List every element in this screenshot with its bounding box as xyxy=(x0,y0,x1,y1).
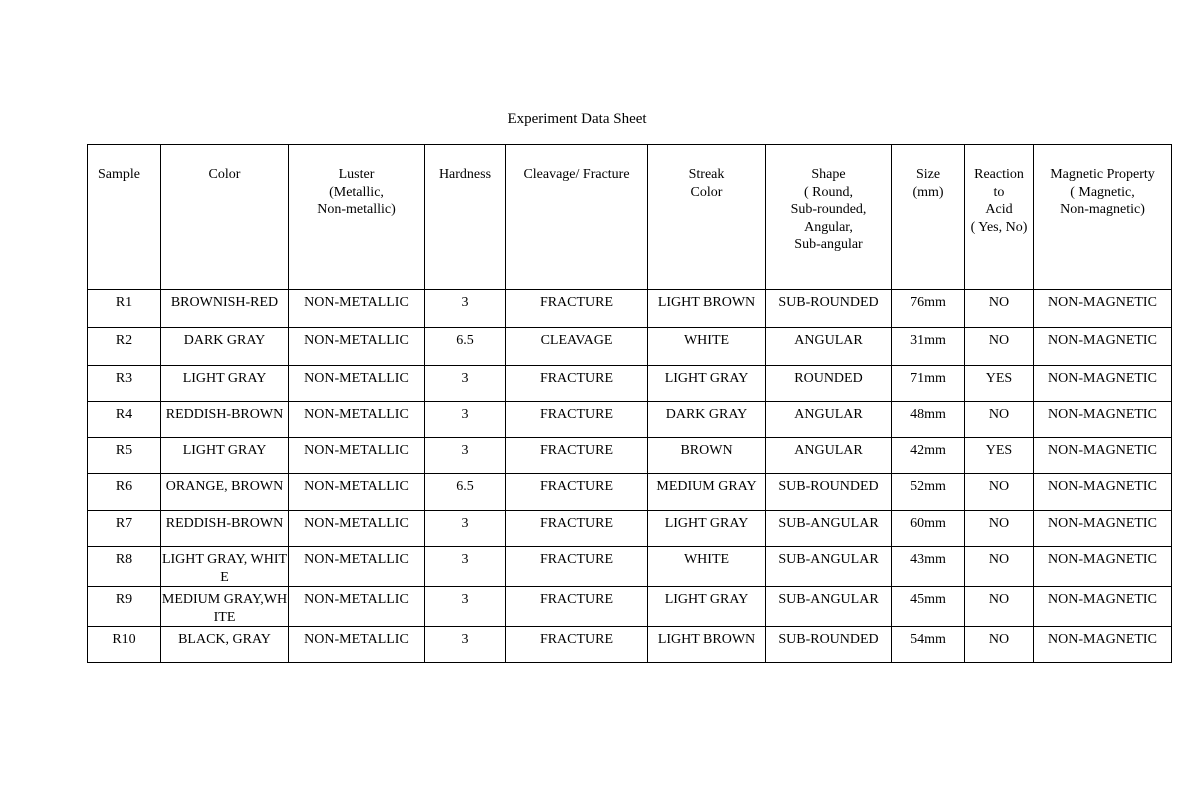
cell-luster: NON-METALLIC xyxy=(289,366,425,402)
column-header-line: Reaction xyxy=(974,167,1024,182)
cell-size: 43mm xyxy=(892,547,965,587)
column-header-line: Size xyxy=(915,167,941,182)
table-row xyxy=(88,587,1172,627)
table-row xyxy=(88,366,1172,402)
cell-sample: R10 xyxy=(88,627,161,663)
cell-reaction: YES xyxy=(965,366,1034,402)
cell-shape: ANGULAR xyxy=(766,328,892,366)
header-row xyxy=(88,145,1172,290)
cell-luster: NON-METALLIC xyxy=(289,290,425,328)
column-header-reaction xyxy=(965,145,1034,290)
table-row xyxy=(88,438,1172,474)
cell-shape: SUB-ROUNDED xyxy=(766,290,892,328)
cell-cleavage: CLEAVAGE xyxy=(506,328,648,366)
column-header-size xyxy=(892,145,965,290)
cell-streak: LIGHT GRAY xyxy=(648,511,766,547)
column-header-line: Streak xyxy=(688,167,725,182)
cell-hardness: 3 xyxy=(425,290,506,328)
cell-magnetic: NON-MAGNETIC xyxy=(1034,438,1172,474)
column-header-luster xyxy=(289,145,425,290)
column-header-line: ( Magnetic, xyxy=(1070,184,1135,200)
cell-streak: LIGHT GRAY xyxy=(648,587,766,627)
column-header-magnetic xyxy=(1034,145,1172,290)
table-row xyxy=(88,547,1172,587)
cell-shape: SUB-ANGULAR xyxy=(766,587,892,627)
cell-cleavage: FRACTURE xyxy=(506,402,648,438)
column-header-line: Acid xyxy=(985,202,1013,217)
cell-size: 52mm xyxy=(892,474,965,511)
cell-sample: R7 xyxy=(88,511,161,547)
cell-magnetic: NON-MAGNETIC xyxy=(1034,627,1172,663)
table-row xyxy=(88,627,1172,663)
column-header-streak xyxy=(648,145,766,290)
column-header-line: Sample xyxy=(98,167,140,182)
column-header-line: (mm) xyxy=(912,184,944,200)
data-table xyxy=(87,144,1172,663)
cell-shape: SUB-ROUNDED xyxy=(766,474,892,511)
cell-streak: DARK GRAY xyxy=(648,402,766,438)
cell-color: REDDISH-BROWN xyxy=(161,402,289,438)
cell-size: 45mm xyxy=(892,587,965,627)
cell-hardness: 6.5 xyxy=(425,474,506,511)
cell-shape: SUB-ANGULAR xyxy=(766,511,892,547)
cell-magnetic: NON-MAGNETIC xyxy=(1034,366,1172,402)
column-header-line: ( Yes, No) xyxy=(970,219,1028,235)
cell-size: 76mm xyxy=(892,290,965,328)
cell-magnetic: NON-MAGNETIC xyxy=(1034,328,1172,366)
column-header-line: Angular, xyxy=(804,219,853,235)
column-header-hardness xyxy=(425,145,506,290)
cell-hardness: 6.5 xyxy=(425,328,506,366)
cell-cleavage: FRACTURE xyxy=(506,511,648,547)
cell-reaction: NO xyxy=(965,511,1034,547)
cell-streak: LIGHT GRAY xyxy=(648,366,766,402)
cell-magnetic: NON-MAGNETIC xyxy=(1034,511,1172,547)
column-header-line: to xyxy=(993,184,1005,200)
cell-sample: R5 xyxy=(88,438,161,474)
cell-size: 54mm xyxy=(892,627,965,663)
cell-sample: R9 xyxy=(88,587,161,627)
cell-streak: WHITE xyxy=(648,547,766,587)
cell-reaction: NO xyxy=(965,328,1034,366)
cell-sample: R8 xyxy=(88,547,161,587)
cell-luster: NON-METALLIC xyxy=(289,438,425,474)
column-header-line: Sub-angular xyxy=(794,237,863,252)
cell-cleavage: FRACTURE xyxy=(506,438,648,474)
cell-reaction: NO xyxy=(965,547,1034,587)
cell-color: ORANGE, BROWN xyxy=(161,474,289,511)
cell-luster: NON-METALLIC xyxy=(289,402,425,438)
cell-sample: R4 xyxy=(88,402,161,438)
cell-magnetic: NON-MAGNETIC xyxy=(1034,290,1172,328)
cell-magnetic: NON-MAGNETIC xyxy=(1034,547,1172,587)
table-row xyxy=(88,328,1172,366)
table-body xyxy=(88,290,1172,663)
column-header-line: Magnetic Property xyxy=(1050,167,1155,182)
cell-reaction: NO xyxy=(965,474,1034,511)
cell-cleavage: FRACTURE xyxy=(506,547,648,587)
table-row xyxy=(88,511,1172,547)
cell-hardness: 3 xyxy=(425,547,506,587)
cell-hardness: 3 xyxy=(425,438,506,474)
column-header-line: Cleavage/ Fracture xyxy=(523,167,630,182)
cell-cleavage: FRACTURE xyxy=(506,474,648,511)
cell-luster: NON-METALLIC xyxy=(289,328,425,366)
cell-size: 31mm xyxy=(892,328,965,366)
cell-color: DARK GRAY xyxy=(161,328,289,366)
column-header-line: ( Round, xyxy=(804,184,853,200)
cell-color: REDDISH-BROWN xyxy=(161,511,289,547)
cell-color: LIGHT GRAY xyxy=(161,438,289,474)
cell-size: 71mm xyxy=(892,366,965,402)
cell-color: BROWNISH-RED xyxy=(161,290,289,328)
column-header-sample xyxy=(88,145,161,290)
table-row xyxy=(88,474,1172,511)
table-row xyxy=(88,402,1172,438)
cell-sample: R6 xyxy=(88,474,161,511)
column-header-line: Non-metallic) xyxy=(317,202,396,217)
cell-shape: ANGULAR xyxy=(766,402,892,438)
cell-size: 48mm xyxy=(892,402,965,438)
cell-streak: LIGHT BROWN xyxy=(648,627,766,663)
cell-color: LIGHT GRAY xyxy=(161,366,289,402)
column-header-line: Hardness xyxy=(438,167,492,182)
column-header-line: Non-magnetic) xyxy=(1060,202,1145,217)
cell-shape: SUB-ROUNDED xyxy=(766,627,892,663)
cell-magnetic: NON-MAGNETIC xyxy=(1034,402,1172,438)
column-header-cleavage xyxy=(506,145,648,290)
cell-streak: LIGHT BROWN xyxy=(648,290,766,328)
cell-sample: R2 xyxy=(88,328,161,366)
cell-sample: R1 xyxy=(88,290,161,328)
cell-luster: NON-METALLIC xyxy=(289,627,425,663)
cell-sample: R3 xyxy=(88,366,161,402)
cell-cleavage: FRACTURE xyxy=(506,290,648,328)
cell-shape: ROUNDED xyxy=(766,366,892,402)
cell-shape: SUB-ANGULAR xyxy=(766,547,892,587)
column-header-line: Color xyxy=(690,184,723,200)
column-header-line: Color xyxy=(208,167,241,182)
column-header-line: Sub-rounded, xyxy=(790,202,867,217)
column-header-shape xyxy=(766,145,892,290)
column-header-line: (Metallic, xyxy=(329,184,384,200)
cell-streak: BROWN xyxy=(648,438,766,474)
cell-reaction: YES xyxy=(965,438,1034,474)
cell-cleavage: FRACTURE xyxy=(506,587,648,627)
cell-color: LIGHT GRAY, WHITE xyxy=(161,547,289,587)
cell-color: BLACK, GRAY xyxy=(161,627,289,663)
cell-luster: NON-METALLIC xyxy=(289,474,425,511)
cell-hardness: 3 xyxy=(425,627,506,663)
cell-luster: NON-METALLIC xyxy=(289,587,425,627)
column-header-line: Shape xyxy=(811,167,846,182)
cell-size: 60mm xyxy=(892,511,965,547)
cell-reaction: NO xyxy=(965,587,1034,627)
cell-luster: NON-METALLIC xyxy=(289,547,425,587)
column-header-line: Luster xyxy=(338,167,375,182)
cell-color: MEDIUM GRAY,WHITE xyxy=(161,587,289,627)
cell-streak: WHITE xyxy=(648,328,766,366)
cell-hardness: 3 xyxy=(425,511,506,547)
cell-hardness: 3 xyxy=(425,587,506,627)
cell-cleavage: FRACTURE xyxy=(506,366,648,402)
cell-hardness: 3 xyxy=(425,366,506,402)
cell-size: 42mm xyxy=(892,438,965,474)
cell-luster: NON-METALLIC xyxy=(289,511,425,547)
cell-hardness: 3 xyxy=(425,402,506,438)
column-header-color xyxy=(161,145,289,290)
cell-magnetic: NON-MAGNETIC xyxy=(1034,474,1172,511)
cell-reaction: NO xyxy=(965,402,1034,438)
cell-cleavage: FRACTURE xyxy=(506,627,648,663)
table-row xyxy=(88,290,1172,328)
cell-streak: MEDIUM GRAY xyxy=(648,474,766,511)
cell-reaction: NO xyxy=(965,627,1034,663)
cell-magnetic: NON-MAGNETIC xyxy=(1034,587,1172,627)
cell-reaction: NO xyxy=(965,290,1034,328)
cell-shape: ANGULAR xyxy=(766,438,892,474)
page-title: Experiment Data Sheet xyxy=(507,111,647,127)
